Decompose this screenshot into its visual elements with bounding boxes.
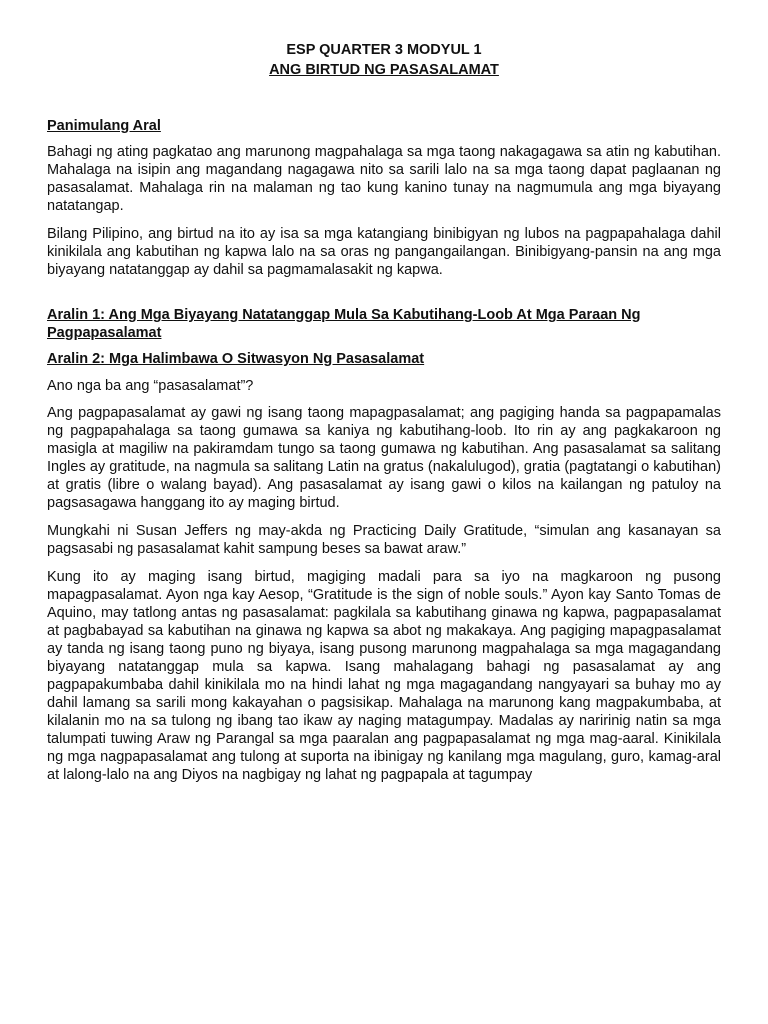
title-line-2: ANG BIRTUD NG PASASALAMAT (269, 62, 499, 78)
paragraph-intro-2: Bilang Pilipino, ang birtud na ito ay isa sa mga katangiang binibigyan ng lubos na pagpapahalaga dahil kinikilala ang kabutihan ng kapwa lalo na sa oras ng pangangailangan. Binibigyang-pansin na ang mga biyayang natatanggap ay dahil sa pagmamalasakit ng kapwa. (47, 226, 721, 278)
document-page (47, 40, 721, 784)
document-title (47, 40, 721, 80)
paragraph-aralin2-3: Kung ito ay maging isang birtud, magiging madali para sa iyo na magkaroon ng pusong mapagpasalamat. Ayon nga kay Aesop, “Gratitude is the sign of noble souls.” Ayon kay Santo Tomas de Aquino, may tatlong antas ng pasasalamat: pagkilala sa kabutihang ginawa ng kapwa, pagpapasalamat at pagbabayad sa kabutihan na ginawa ng kapwa sa abot ng makakaya. Ang pagiging mapagpasalamat ay tanda ng isang taong puno ng biyaya, isang pusong marunong magpahalaga sa mga magagandang biyayang natatanggap mula sa kapwa. Isang mahalagang bahagi ng pasasalamat ay ang pagpapakumbaba dahil kinikilala mo na hindi lahat ng mga magagandang nangyayari sa buhay mo ay dahil lamang sa sarili mong kakayahan o pagsisikap. Mahalaga na marunong kang magpakumbaba, at kilalanin mo na sa tulong ng ibang tao ikaw ay naging matagumpay. Madalas ay naririnig natin sa mga talumpati tuwing Araw ng Parangal sa mga paaralan ang pagpapasalamat ng mga mag-aaral. Kinikilala ng mga nagpapasalamat ang tulong at suporta na ibinigay ng kanilang mga magulang, guro, kamag-aral at lalong-lalo na ang Diyos na nagbigay ng lahat ng pagpapala at tagumpay (47, 569, 721, 783)
question-line: Ano nga ba ang “pasasalamat”? (47, 378, 254, 394)
paragraph-aralin2-1: Ang pagpapasalamat ay gawi ng isang taong mapagpasalamat; ang pagiging handa sa pagpapamalas ng pagpapahalaga sa taong gumawa sa kaniya ng kabutihang-loob. Ito rin ay ang pagkakaroon ng masigla at magiliw na pakiramdam tungo sa taong gumawa ng kabutihan. Ang pasasalamat sa salitang Ingles ay gratitude, na nagmula sa salitang Latin na gratus (nakalulugod), gratia (pagtatangi o kabutihan) at gratis (libre o walang bayad). Ang pasasalamat ay isang gawi o kilos na kailangan ng patuloy na pagsasagawa hanggang ito ay maging birtud. (47, 405, 721, 511)
section-heading-panimulang-aral: Panimulang Aral (47, 118, 161, 134)
section-heading-aralin-1: Aralin 1: Ang Mga Biyayang Natatanggap Mula Sa Kabutihang-Loob At Mga Paraan Ng Pagpapasalamat (47, 307, 641, 341)
paragraph-aralin2-2: Mungkahi ni Susan Jeffers ng may-akda ng Practicing Daily Gratitude, “simulan ang kasanayan sa pagsasabi ng pasasalamat kahit sampung beses sa bawat araw.” (47, 523, 721, 557)
section-heading-aralin-2: Aralin 2: Mga Halimbawa O Sitwasyon Ng Pasasalamat (47, 351, 425, 367)
paragraph-intro-1: Bahagi ng ating pagkatao ang marunong magpahalaga sa mga taong nakagagawa sa atin ng kabutihan. Mahalaga na isipin ang magandang nagagawa nito sa sarili lalo na sa mga taong dapat paglaanan ng pasasalamat. Mahalaga rin na malaman ng tao kung kanino tunay na nagmumula ang mga biyayang natatangap. (47, 144, 721, 214)
title-line-1: ESP QUARTER 3 MODYUL 1 (286, 42, 482, 58)
